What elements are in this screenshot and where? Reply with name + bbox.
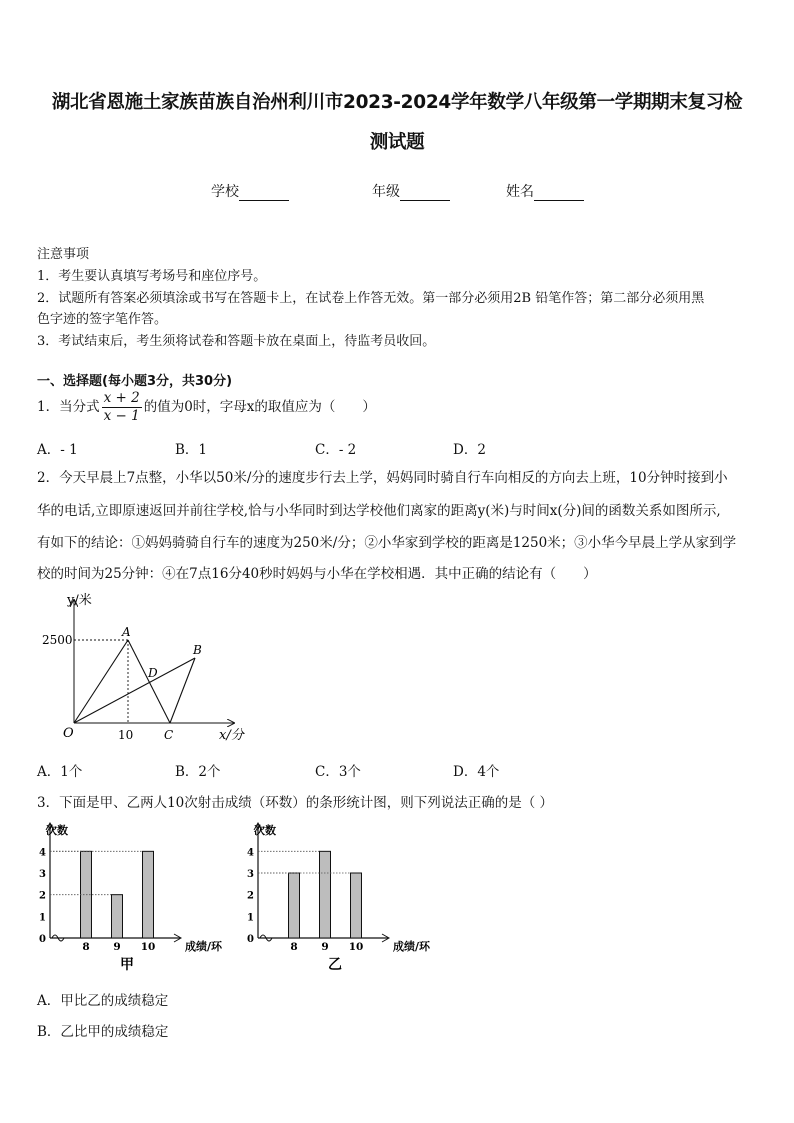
question-2-line: 有如下的结论：①妈妈骑骑自行车的速度为250米/分；②小华家到学校的距离是1250米；③小华今早晨上学从家到学 [37,535,737,551]
notice-item: 色字迹的签字笔作答。 [37,312,168,327]
notice-item: 3．考试结束后，考生须将试卷和答题卡放在桌面上，待监考员收回。 [37,334,436,349]
x-axis-label: 成绩/环 [185,940,223,953]
bar [320,851,331,938]
option-b: B．乙比甲的成绩稳定 [37,1024,169,1040]
x-tick-label: 10 [348,941,364,953]
chart-title: 乙 [328,957,342,973]
question-2-line: 2．今天早晨上7点整，小华以50米/分的速度步行去上学，妈妈同时骑自行车向相反的方向去上班，10分钟时接到小 [37,470,728,486]
y-tick-label: 3 [39,869,46,880]
section-heading: 一、选择题(每小题3分，共30分) [37,374,233,389]
question-2-line: 校的时间为25分钟：④在7点16分40秒时妈妈与小华在学校相遇．其中正确的结论有（ ） [37,566,597,582]
page-title-continued: 测试题 [369,132,425,153]
y-axis-label: y/米 [67,593,92,608]
notice-heading: 注意事项 [37,247,90,262]
bar [143,851,154,938]
chart-title: 甲 [120,957,134,973]
line-cb [170,658,195,723]
origin-label: O [63,726,74,741]
fraction: $\frac{x + 2}{x - 1}$ [103,390,140,424]
option-a: A．- 1 [37,442,78,458]
y-tick-label: 1 [39,912,46,924]
line-ac [128,640,170,723]
y-tick-label: 4 [247,847,254,859]
line-ob [74,658,195,723]
distance-time-graph [38,588,288,748]
x-tick-label: 10 [118,728,134,742]
option-d: D．2 [453,442,486,458]
x-tick-label: 9 [113,941,121,953]
name-field: 姓名 [506,181,584,201]
option-c: C．- 2 [315,442,357,458]
notice-item: 1．考生要认真填写考场号和座位序号。 [37,269,267,284]
y-tick-label: 2 [39,890,46,902]
line-oa [74,640,128,723]
y-tick-label: 2 [247,890,254,902]
option-a: A．1个 [37,764,83,780]
bar [112,895,123,938]
question-3: 3．下面是甲、乙两人10次射击成绩（环数）的条形统计图，则下列说法正确的是（ ） [37,795,554,811]
x-tick-label: 10 [140,941,156,953]
question-1: 1．当分式 $\frac{x + 2}{x - 1}$ 的值为0时，字母x的取值应为（ ） [37,390,376,424]
x-axis-label: x/分 [219,728,244,743]
point-d-label: D [148,666,158,680]
y-tick-label: 3 [247,869,254,880]
y-axis-label: 次数 [254,824,276,837]
option-a: A．甲比乙的成绩稳定 [37,993,169,1009]
bar [289,873,300,938]
x-tick-label: 9 [321,941,329,953]
question-2-line: 华的电话,立即原速返回并前往学校,恰与小华同时到达学校他们离家的距离y(米)与时间x(分)间的函数关系如图所示, [37,503,721,519]
point-b-label: B [193,643,202,657]
bar-chart-yi [238,818,448,978]
option-b: B．2个 [175,764,221,780]
y-tick-label: 0 [247,934,254,945]
y-tick-label: 1 [247,912,254,924]
y-tick-label: 0 [39,934,46,945]
school-field: 学校 [211,181,289,201]
notice-item: 2．试题所有答案必须填涂或书写在答题卡上，在试卷上作答无效。第一部分必须用2B 铅笔作答；第二部分必须用黑 [37,291,705,306]
x-tick-label: 8 [290,941,298,953]
x-axis-label: 成绩/环 [393,940,431,953]
bar [351,873,362,938]
y-tick-label: 2500 [42,633,73,647]
page-title: 湖北省恩施土家族苗族自治州利川市2023-2024学年数学八年级第一学期期末复习检 [51,92,743,113]
point-c-label: C [164,728,174,742]
option-b: B．1 [175,442,208,458]
y-tick-label: 4 [39,847,46,859]
bar-chart-jia [30,818,240,978]
option-c: C．3个 [315,764,361,780]
point-a-label: A [122,625,131,639]
option-d: D．4个 [453,764,500,780]
grade-field: 年级 [372,181,450,201]
y-axis-label: 次数 [46,824,68,837]
x-tick-label: 8 [82,941,90,953]
